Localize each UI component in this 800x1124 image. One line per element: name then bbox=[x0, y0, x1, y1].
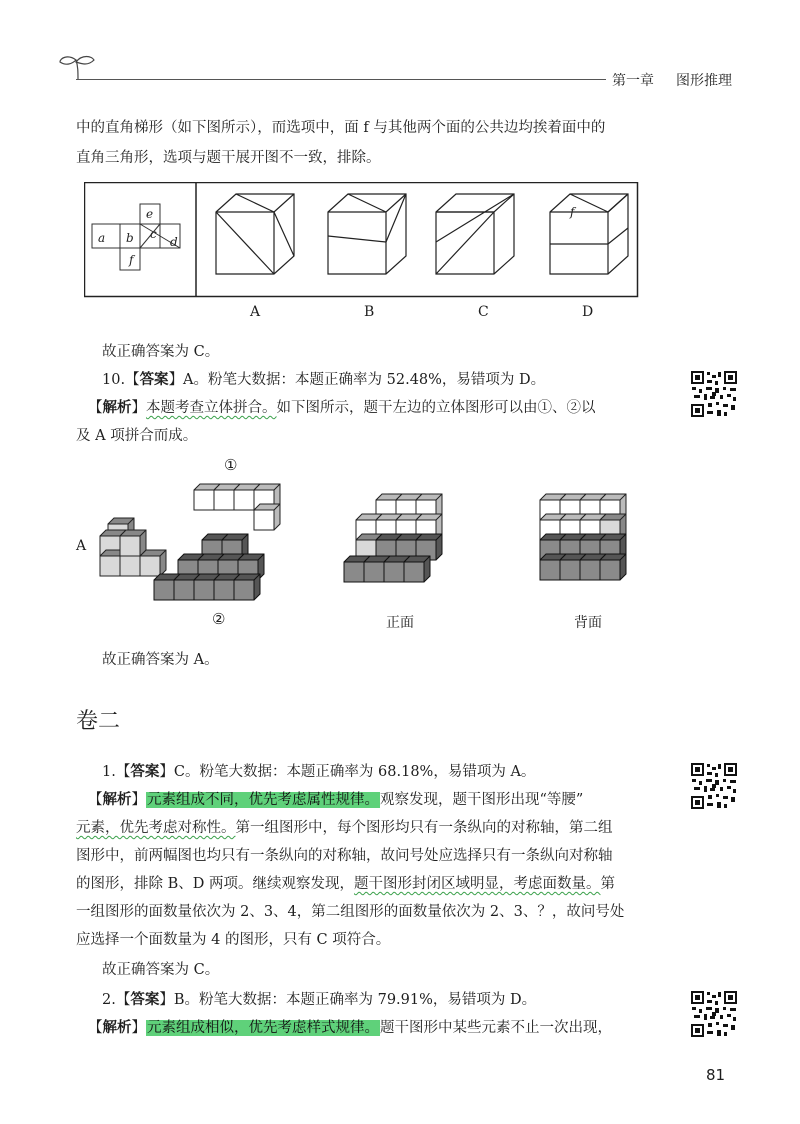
net-label-d: d bbox=[170, 235, 178, 249]
figure-cube-assembly bbox=[90, 478, 660, 608]
answer-tag: 答案 bbox=[130, 991, 160, 1008]
paragraph-line: 直角三角形，选项与题干展开图不一致，排除。 bbox=[76, 150, 381, 166]
highlighted-text: 元素组成相似，优先考虑样式规律。 bbox=[147, 1020, 379, 1036]
front-view bbox=[344, 494, 442, 582]
back-view-label: 背面 bbox=[574, 615, 602, 631]
answer-tag: 答案 bbox=[130, 763, 160, 780]
q10-analysis-line: 【解析】本题考查立体拼合。如下图所示，题干左边的立体图形可以由①、②以 bbox=[88, 399, 596, 416]
answer-line: 故正确答案为 A。 bbox=[102, 652, 219, 668]
piece-label-2: ② bbox=[212, 610, 226, 628]
analysis-tag: 解析 bbox=[102, 399, 132, 416]
paragraph-line: 元素，优先考虑对称性。第一组图形中，每个图形均只有一条纵向的对称轴，第二组 bbox=[76, 820, 613, 836]
shape-label-a: A bbox=[76, 538, 87, 554]
header-rule bbox=[76, 79, 606, 80]
option-label-b: B bbox=[364, 304, 375, 320]
net-label-e: e bbox=[146, 207, 154, 221]
cube-net bbox=[92, 204, 180, 270]
net-label-c: c bbox=[150, 227, 157, 241]
front-view-label: 正面 bbox=[386, 615, 414, 631]
option-label-c: C bbox=[478, 304, 489, 320]
chapter-title: 图形推理 bbox=[676, 73, 732, 89]
option-cube-a bbox=[216, 194, 294, 274]
paragraph-line: 中的直角梯形（如下图所示），而选项中，面 f 与其他两个面的公共边均挨着面中的 bbox=[76, 120, 606, 136]
shape-a bbox=[100, 518, 166, 576]
qr-code-icon[interactable] bbox=[690, 990, 738, 1038]
answer-tag: 答案 bbox=[139, 371, 169, 388]
piece-label-1: ① bbox=[224, 456, 238, 474]
net-label-f: f bbox=[129, 253, 134, 267]
net-label-b: b bbox=[126, 231, 134, 245]
answer-line: 故正确答案为 C。 bbox=[102, 344, 220, 360]
underlined-text: 题干图形封闭区域明显，考虑面数量。 bbox=[354, 876, 601, 892]
paragraph-line: 图形中，前两幅图也均只有一条纵向的对称轴，故问号处应选择只有一条纵向对称轴 bbox=[76, 848, 613, 864]
underlined-text: 元素，优先考虑对称性。 bbox=[76, 820, 236, 836]
figure-cube-net bbox=[84, 182, 724, 302]
cube-face-label-f: f bbox=[570, 205, 575, 219]
option-cube-c bbox=[436, 194, 514, 274]
answer-line: 故正确答案为 C。 bbox=[102, 962, 220, 978]
sprout-icon bbox=[56, 50, 100, 82]
qr-code-icon[interactable] bbox=[690, 370, 738, 418]
option-cube-b bbox=[328, 194, 406, 274]
q1-answer-line: 1.【答案】C。粉笔大数据：本题正确率为 68.18%，易错项为 A。 bbox=[102, 763, 536, 780]
back-view bbox=[540, 494, 626, 580]
paragraph-line: 应选择一个面数量为 4 的图形，只有 C 项符合。 bbox=[76, 932, 391, 948]
option-cube-d bbox=[550, 194, 628, 274]
q10-answer-line: 10.【答案】A。粉笔大数据：本题正确率为 52.48%，易错项为 D。 bbox=[102, 371, 546, 388]
q1-analysis-line: 【解析】元素组成不同，优先考虑属性规律。观察发现，题干图形出现“等腰” bbox=[88, 791, 584, 808]
analysis-tag: 解析 bbox=[102, 791, 132, 808]
analysis-tag: 解析 bbox=[102, 1019, 132, 1036]
piece-1 bbox=[194, 484, 280, 530]
underlined-text: 本题考查立体拼合。 bbox=[146, 400, 277, 416]
highlighted-text: 元素组成不同，优先考虑属性规律。 bbox=[147, 792, 379, 808]
paragraph-line: 一组图形的面数量依次为 2、3、4，第二组图形的面数量依次为 2、3、？，故问号处 bbox=[76, 904, 625, 920]
qr-code-icon[interactable] bbox=[690, 762, 738, 810]
section-title: 卷二 bbox=[76, 709, 121, 734]
chapter-label: 第一章 bbox=[612, 73, 654, 89]
paragraph-line: 及 A 项拼合而成。 bbox=[76, 428, 198, 444]
q2-answer-line: 2.【答案】B。粉笔大数据：本题正确率为 79.91%，易错项为 D。 bbox=[102, 991, 537, 1008]
option-label-d: D bbox=[582, 304, 594, 320]
net-label-a: a bbox=[98, 231, 106, 245]
piece-2 bbox=[154, 534, 264, 600]
option-label-a: A bbox=[250, 304, 261, 320]
paragraph-line: 的图形，排除 B、D 两项。继续观察发现，题干图形封闭区域明显，考虑面数量。第 bbox=[76, 876, 615, 892]
q2-analysis-line: 【解析】元素组成相似，优先考虑样式规律。题干图形中某些元素不止一次出现， bbox=[88, 1019, 612, 1036]
page-number: 81 bbox=[706, 1066, 726, 1084]
